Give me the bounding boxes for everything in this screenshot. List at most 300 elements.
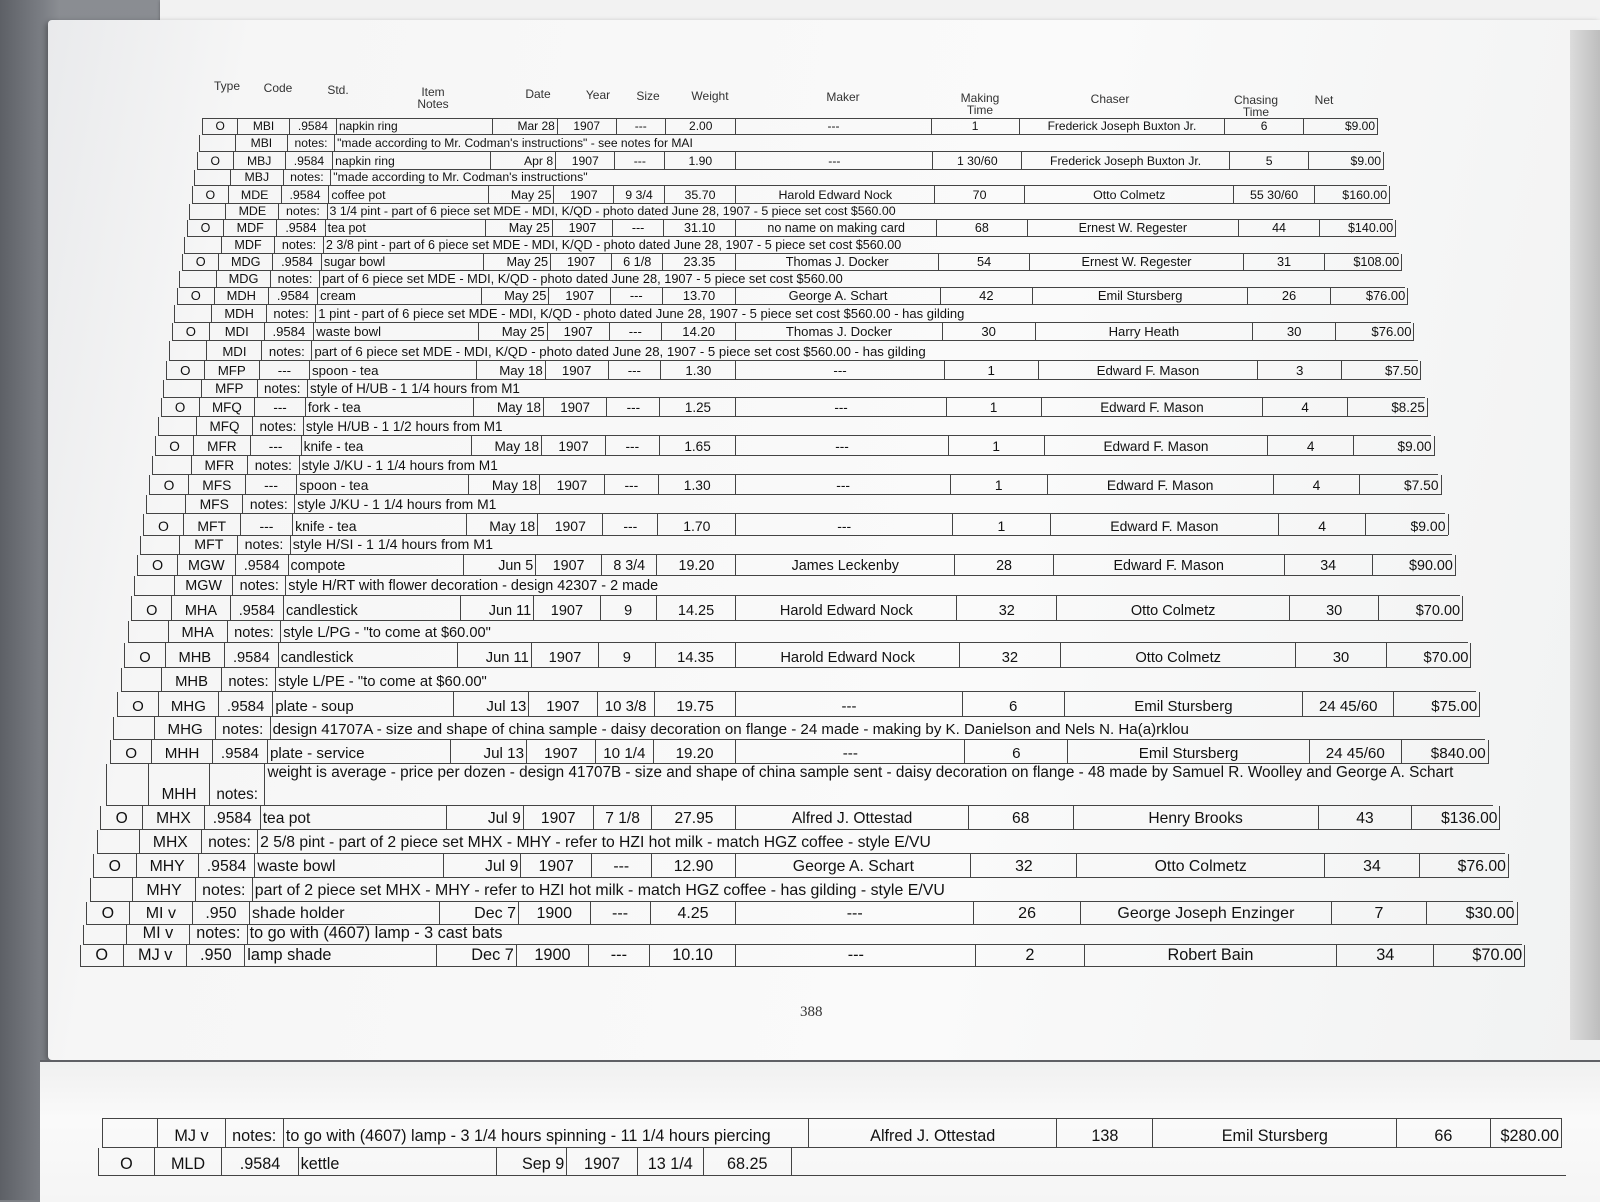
cell-size: 9	[601, 596, 657, 620]
cell-type: O	[203, 119, 238, 134]
cell-net: $76.00	[1331, 288, 1409, 304]
cell-chaser: Emil Stursberg	[1153, 1119, 1397, 1147]
cell-maker: ---	[736, 398, 946, 416]
cell-code: MDI	[207, 341, 262, 360]
header-chaser: Chaser	[1090, 92, 1130, 106]
cell-year: 1907	[524, 806, 594, 829]
cell-date: May 25	[482, 288, 550, 304]
cell-code: MFR	[192, 456, 249, 474]
cell-year: 1907	[521, 854, 592, 877]
cell-mtime: 28	[955, 555, 1054, 575]
cell-type: O	[183, 254, 220, 270]
cell-net: $7.50	[1342, 361, 1421, 379]
cell-chaser: Emil Stursberg	[1065, 692, 1303, 716]
cell-weight: 27.95	[652, 806, 736, 829]
cell-date: May 25	[486, 220, 552, 236]
notes-text: design 41707A - size and shape of china sample - daisy decoration on flange - 24 made - making by K. Danielson and Nels N. Ha(a)rklou	[272, 721, 1189, 738]
cell-chaser: Edward F. Mason	[1045, 436, 1269, 455]
cell-chaser: Edward F. Mason	[1051, 514, 1279, 535]
cell-maker: ---	[736, 514, 952, 535]
notes-label: notes:	[243, 495, 295, 513]
cell-maker: ---	[736, 436, 948, 455]
cell-date: Jul 9	[444, 854, 522, 877]
header-std: Std.	[327, 83, 349, 97]
cell-size: 9	[599, 643, 656, 667]
cell-year: 1907	[567, 1148, 637, 1175]
cell-net: $75.00	[1394, 692, 1480, 716]
notes-label: notes:	[216, 717, 271, 739]
cell-size: 13 1/4	[638, 1148, 704, 1175]
cell-code: MHH	[149, 764, 210, 805]
cell-size: ---	[589, 945, 650, 966]
cell-type: O	[156, 436, 194, 455]
notes-text: style H/RT with flower decoration - design 42307 - 2 made	[288, 578, 659, 594]
cell-rest	[792, 1148, 1566, 1175]
cell-mtime: 1	[951, 475, 1048, 494]
cell-code: MDE	[226, 204, 279, 219]
cell-std: .9584	[205, 806, 261, 829]
cell-weight: 1.65	[660, 436, 737, 455]
cell-code: MDH	[215, 288, 269, 304]
cell-net: $76.00	[1336, 323, 1414, 340]
notes-label: notes:	[284, 170, 332, 185]
cell-year: 1907	[529, 692, 597, 716]
cell-size: ---	[605, 475, 659, 494]
notes-row	[102, 1118, 1562, 1148]
notes-text: style L/PE - "to come at $60.00"	[278, 674, 487, 690]
cell-code: MHG	[159, 692, 219, 716]
cell-code: MHY	[133, 878, 196, 901]
notes-label: notes:	[271, 271, 320, 287]
cell-std: ---	[241, 514, 293, 535]
cell-weight: 14.20	[662, 323, 737, 340]
header-maker: Maker	[826, 90, 860, 104]
table-row	[98, 1148, 1566, 1176]
cell-item: sugar bowl	[322, 254, 484, 270]
notes-text: part of 6 piece set MDE - MDI, K/QD - photo dated June 28, 1907 - 5 piece set cost $560.00 - has gilding	[314, 344, 926, 359]
cell-weight: 19.75	[655, 692, 737, 716]
cell-type: O	[132, 596, 172, 620]
notes-label: notes:	[222, 668, 276, 691]
cell-date: Jul 9	[447, 806, 524, 829]
cell-std: .9584	[219, 692, 273, 716]
cell-std: .9584	[236, 555, 289, 575]
cell-date: May 25	[484, 254, 551, 270]
cell-year: 1907	[534, 596, 601, 620]
cell-code: MHB	[166, 643, 225, 667]
cell-chaser: Emil Stursberg	[1033, 288, 1248, 304]
cell-maker: ---	[736, 902, 973, 924]
notes-label: notes:	[226, 1119, 284, 1147]
cell-code: MBI	[236, 135, 288, 151]
cell-code: MBI	[238, 119, 290, 134]
cell-maker: ---	[736, 475, 950, 494]
cell-ctime: 4	[1263, 398, 1348, 416]
cell-code: MGW	[178, 555, 236, 575]
cell-chaser: Otto Colmetz	[1061, 643, 1297, 667]
cell-code: MHX	[140, 830, 202, 853]
cell-date: May 18	[474, 398, 544, 416]
cell-ctime: 44	[1239, 220, 1320, 236]
cell-ctime: 4	[1268, 436, 1354, 455]
cell-code: MFT	[180, 536, 238, 554]
cell-year: 1907	[536, 555, 602, 575]
cell-mtime: 68	[969, 806, 1074, 829]
cell-type: O	[173, 323, 210, 340]
header-code: Code	[263, 81, 293, 95]
cell-type: O	[178, 288, 215, 304]
cell-mtime: 2	[976, 945, 1084, 966]
cell-net: $90.00	[1373, 555, 1456, 575]
cell-maker: ---	[736, 692, 962, 716]
cell-ctime: 4	[1274, 475, 1361, 494]
cell-year: 1907	[538, 514, 603, 535]
cell-chaser: Robert Bain	[1085, 945, 1338, 966]
cell-mtime: 68	[937, 220, 1028, 236]
cell-date: May 18	[469, 475, 540, 494]
cell-date: May 18	[477, 361, 546, 379]
cell-year: 1907	[551, 254, 612, 270]
cell-code: MFQ	[197, 417, 253, 435]
cell-date: Jul 13	[451, 740, 527, 763]
cell-chaser: Frederick Joseph Buxton Jr.	[1020, 119, 1226, 134]
cell-code: MGW	[175, 576, 233, 595]
cell-net: $70.00	[1387, 643, 1472, 667]
header-item-notes: Item Notes	[417, 85, 449, 111]
cell-item: compote	[289, 555, 464, 575]
cell-year: 1907	[553, 220, 613, 236]
cell-code: MFP	[202, 380, 258, 397]
cell-net: $136.00	[1412, 806, 1500, 829]
cell-date: May 18	[472, 436, 542, 455]
cell-maker: ---	[736, 945, 976, 966]
cell-code: MJ v	[158, 1119, 225, 1147]
notes-label: notes:	[267, 305, 316, 322]
cell-code: MFP	[205, 361, 260, 379]
cell-chaser: Frederick Joseph Buxton Jr.	[1022, 152, 1230, 169]
cell-maker: Alfred J. Ottestad	[809, 1119, 1057, 1147]
cell-net: $840.00	[1402, 740, 1489, 763]
cell-code: MHY	[137, 854, 199, 877]
cell-item: tea pot	[261, 806, 447, 829]
cell-type: O	[81, 945, 124, 966]
cell-type: O	[94, 854, 136, 877]
notes-text: "made according to Mr. Codman's instructions"	[333, 170, 588, 184]
cell-size: ---	[617, 119, 666, 134]
cell-std: .9584	[213, 740, 268, 763]
cell-code: MJ v	[124, 945, 188, 966]
cell-code: MFS	[189, 475, 246, 494]
cell-mtime: 1	[945, 361, 1039, 379]
notes-text: to go with (4607) lamp - 3 cast bats	[249, 925, 503, 942]
cell-mtime: 6	[963, 692, 1065, 716]
cell-date: Apr 8	[491, 152, 556, 169]
cell-chaser: George Joseph Enzinger	[1081, 902, 1331, 924]
cell-size: 6 1/8	[612, 254, 663, 270]
cell-type: O	[138, 555, 178, 575]
cell-net: $70.00	[1379, 596, 1463, 620]
cell-weight: 14.35	[656, 643, 737, 667]
cell-size: 10 3/8	[598, 692, 655, 716]
cell-size: ---	[607, 398, 660, 416]
cell-std: .9584	[290, 119, 337, 134]
cell-type: O	[150, 475, 189, 494]
notes-text: style H/SI - 1 1/4 hours from M1	[292, 537, 493, 553]
cell-maker: Alfred J. Ottestad	[736, 806, 968, 829]
cell-type: O	[87, 902, 130, 924]
cell-type: O	[167, 361, 205, 379]
header-weight: Weight	[691, 89, 729, 103]
cell-net: $8.25	[1348, 398, 1428, 416]
cell-net: $9.00	[1366, 514, 1448, 535]
cell-size: ---	[613, 220, 664, 236]
cell-ctime: 55 30/60	[1234, 186, 1314, 203]
cell-size: 7 1/8	[594, 806, 653, 829]
cell-std: ---	[260, 361, 310, 379]
notes-text: weight is average - price per dozen - design 41707B - size and shape of china sample sent - daisy decoration on flange - 48 made by Samuel R. Woolley and George A. Schart	[267, 764, 1454, 781]
cell-year: 1907	[544, 398, 607, 416]
cell-year: 1907	[549, 288, 611, 304]
cell-ctime: 30	[1290, 596, 1379, 620]
cell-size: ---	[592, 854, 651, 877]
notes-text: style of H/UB - 1 1/4 hours from M1	[310, 381, 520, 396]
cell-weight: 10.10	[650, 945, 737, 966]
notes-label: notes:	[202, 830, 258, 853]
cell-item: napkin ring	[337, 119, 493, 134]
cell-net: $9.00	[1304, 119, 1378, 134]
cell-chaser: Ernest W. Regester	[1028, 220, 1239, 236]
cell-year: 1907	[532, 643, 599, 667]
notes-label: notes:	[262, 341, 312, 360]
notes-text: style L/PG - "to come at $60.00"	[283, 625, 491, 641]
cell-mtime: 42	[941, 288, 1033, 304]
cell-code: MFT	[184, 514, 241, 535]
cell-item: spoon - tea	[297, 475, 469, 494]
cell-weight: 68.25	[704, 1148, 792, 1175]
cell-std: ---	[246, 475, 298, 494]
cell-type: O	[99, 1148, 155, 1175]
cell-size: ---	[591, 902, 651, 924]
cell-code: MHX	[143, 806, 205, 829]
cell-maker: ---	[736, 740, 965, 763]
cell-size: 8 3/4	[602, 555, 657, 575]
cell-weight: 1.30	[661, 361, 736, 379]
cell-code: MFS	[186, 495, 243, 513]
cell-net: $140.00	[1320, 220, 1396, 236]
notes-label: notes:	[288, 135, 335, 151]
cell-ctime: 43	[1319, 806, 1413, 829]
cell-net: $160.00	[1315, 186, 1390, 203]
cell-year: 1907	[548, 323, 610, 340]
cell-item: waste bowl	[255, 854, 443, 877]
cell-net: $108.00	[1325, 254, 1402, 270]
cell-std: .9584	[225, 643, 279, 667]
cell-year: 1907	[542, 436, 606, 455]
cell-mtime: 1	[953, 514, 1051, 535]
cell-mtime: 32	[971, 854, 1077, 877]
cell-size: ---	[611, 288, 663, 304]
cell-mtime: 54	[939, 254, 1030, 270]
cell-std: .9584	[286, 152, 333, 169]
cell-weight: 4.25	[651, 902, 737, 924]
header-date: Date	[525, 87, 551, 101]
cell-maker: Thomas J. Docker	[736, 323, 942, 340]
cell-std: .9584	[269, 288, 318, 304]
cell-code: MHH	[152, 740, 213, 763]
cell-chaser: Ernest W. Regester	[1030, 254, 1243, 270]
cell-ctime: 34	[1325, 854, 1420, 877]
cell-maker: James Leckenby	[736, 555, 955, 575]
cell-type: O	[162, 398, 200, 416]
cell-date: Jun 5	[464, 555, 536, 575]
cell-mtime: 70	[935, 186, 1025, 203]
cell-code: MDG	[217, 271, 271, 287]
cell-item: plate - soup	[273, 692, 454, 716]
cell-code: MDF	[224, 220, 277, 236]
header-chasing-time: Chasing Time	[1233, 93, 1279, 119]
cell-item: fork - tea	[306, 398, 474, 416]
cell-chaser: Edward F. Mason	[1054, 555, 1285, 575]
cell-item: coffee pot	[329, 186, 488, 203]
cell-year: 1900	[519, 902, 591, 924]
cell-date: Mar 28	[493, 119, 558, 134]
cell-item: knife - tea	[293, 514, 466, 535]
cell-ctime: 24 45/60	[1303, 692, 1394, 716]
cell-chaser: Henry Brooks	[1074, 806, 1319, 829]
cell-weight: 31.10	[664, 220, 737, 236]
cell-mtime: 32	[960, 643, 1061, 667]
cell-mtime: 1 30/60	[933, 152, 1022, 169]
cell-date: Jul 13	[454, 692, 529, 716]
cell-weight: 1.25	[660, 398, 736, 416]
cell-ctime: 4	[1279, 514, 1366, 535]
notes-text: 2 5/8 pint - part of 2 piece set MHX - MHY - refer to HZI hot milk - match HGZ coffee - style E/VU	[260, 834, 931, 851]
header-making-time: Making Time	[960, 91, 1000, 117]
cell-code: MBJ	[231, 170, 283, 185]
cell-code: MLD	[155, 1148, 223, 1175]
cell-year: 1900	[517, 945, 589, 966]
cell-weight: 12.90	[652, 854, 737, 877]
cell-ctime: 31	[1244, 254, 1326, 270]
cell-type: O	[111, 740, 152, 763]
cell-item: plate - service	[268, 740, 451, 763]
cell-weight: 19.20	[654, 740, 737, 763]
cell-net: $7.50	[1360, 475, 1441, 494]
page-number: 388	[800, 1004, 823, 1020]
cell-maker: ---	[736, 119, 931, 134]
cell-ctime: 24 45/60	[1310, 740, 1402, 763]
header-year: Year	[585, 88, 611, 102]
cell-chaser: Otto Colmetz	[1057, 596, 1290, 620]
cell-size: ---	[603, 514, 658, 535]
cell-size: 10 1/4	[596, 740, 654, 763]
notes-label: notes:	[279, 204, 327, 219]
cell-mtime: 30	[943, 323, 1036, 340]
cell-weight: 35.70	[665, 186, 737, 203]
notes-label: notes:	[233, 576, 286, 595]
cell-date: May 18	[467, 514, 539, 535]
cell-code: MDF	[222, 237, 275, 253]
cell-code: MHB	[162, 668, 222, 691]
cell-net: $70.00	[1434, 945, 1525, 966]
cell-ctime: 26	[1248, 288, 1330, 304]
cell-maker: Harold Edward Nock	[736, 596, 957, 620]
cell-std: .950	[193, 902, 250, 924]
cell-maker: Harold Edward Nock	[736, 643, 959, 667]
notes-label: notes:	[196, 878, 253, 901]
cell-mtime: 138	[1057, 1119, 1153, 1147]
cell-weight: 1.90	[665, 152, 736, 169]
cell-item: shade holder	[250, 902, 440, 924]
cell-code: MFR	[194, 436, 250, 455]
cell-item: knife - tea	[302, 436, 472, 455]
cell-weight: 13.70	[663, 288, 737, 304]
cell-maker: Thomas J. Docker	[736, 254, 938, 270]
notes-label: notes:	[275, 237, 324, 253]
cell-date: May 25	[489, 186, 555, 203]
cell-type: O	[144, 514, 183, 535]
cell-maker: ---	[736, 361, 944, 379]
cell-mtime: 1	[947, 398, 1042, 416]
cell-weight: 14.25	[657, 596, 737, 620]
notes-text: 1 pint - part of 6 piece set MDE - MDI, K/QD - photo dated June 28, 1907 - 5 piece set cost $560.00 - has gilding	[318, 306, 965, 321]
header-net: Net	[1314, 93, 1334, 107]
cell-size: ---	[615, 152, 665, 169]
cell-ctime: 3	[1258, 361, 1342, 379]
cell-mtime: 6	[965, 740, 1068, 763]
cell-code: MFQ	[200, 398, 256, 416]
header-size: Size	[636, 89, 660, 103]
cell-code: MDG	[219, 254, 273, 270]
cell-chaser: Edward F. Mason	[1039, 361, 1258, 379]
cell-item: waste bowl	[314, 323, 479, 340]
cell-mtime: 1	[949, 436, 1045, 455]
cell-code: MHG	[155, 717, 215, 739]
cell-code: MHA	[169, 621, 228, 642]
cell-code: MHA	[172, 596, 231, 620]
cell-ctime: 5	[1230, 152, 1309, 169]
cell-weight: 1.70	[658, 514, 736, 535]
cell-weight: 19.20	[657, 555, 736, 575]
notes-text: "made according to Mr. Codman's instructions" - see notes for MAI	[337, 136, 693, 150]
cell-type: O	[188, 220, 224, 236]
cell-item: spoon - tea	[310, 361, 477, 379]
notes-label: notes:	[190, 925, 248, 944]
cell-ctime: 34	[1337, 945, 1434, 966]
notes-text: 2 3/8 pint - part of 6 piece set MDE - MDI, K/QD - photo dated June 28, 1907 - 5 piece set cost $560.00	[325, 238, 902, 252]
cell-chaser: Otto Colmetz	[1025, 186, 1235, 203]
cell-chaser: Otto Colmetz	[1077, 854, 1325, 877]
cell-code: MBJ	[234, 152, 286, 169]
cell-ctime: 30	[1296, 643, 1386, 667]
notes-text: style H/UB - 1 1/2 hours from M1	[305, 419, 503, 434]
cell-ctime: 66	[1397, 1119, 1490, 1147]
cell-date: Sep 9	[497, 1148, 567, 1175]
cell-std: .9584	[199, 854, 256, 877]
cell-net: $30.00	[1427, 902, 1517, 924]
notes-label: notes:	[248, 456, 299, 474]
cell-type: O	[101, 806, 143, 829]
cell-year: 1907	[527, 740, 596, 763]
cell-chaser: Edward F. Mason	[1048, 475, 1274, 494]
notes-text: style J/KU - 1 1/4 hours from M1	[301, 458, 498, 473]
cell-type: O	[118, 692, 159, 716]
cell-year: 1907	[540, 475, 605, 494]
cell-std: .9584	[231, 596, 284, 620]
cell-code: MDI	[210, 323, 265, 340]
cell-ctime: 34	[1285, 555, 1373, 575]
cell-net: $76.00	[1420, 854, 1509, 877]
